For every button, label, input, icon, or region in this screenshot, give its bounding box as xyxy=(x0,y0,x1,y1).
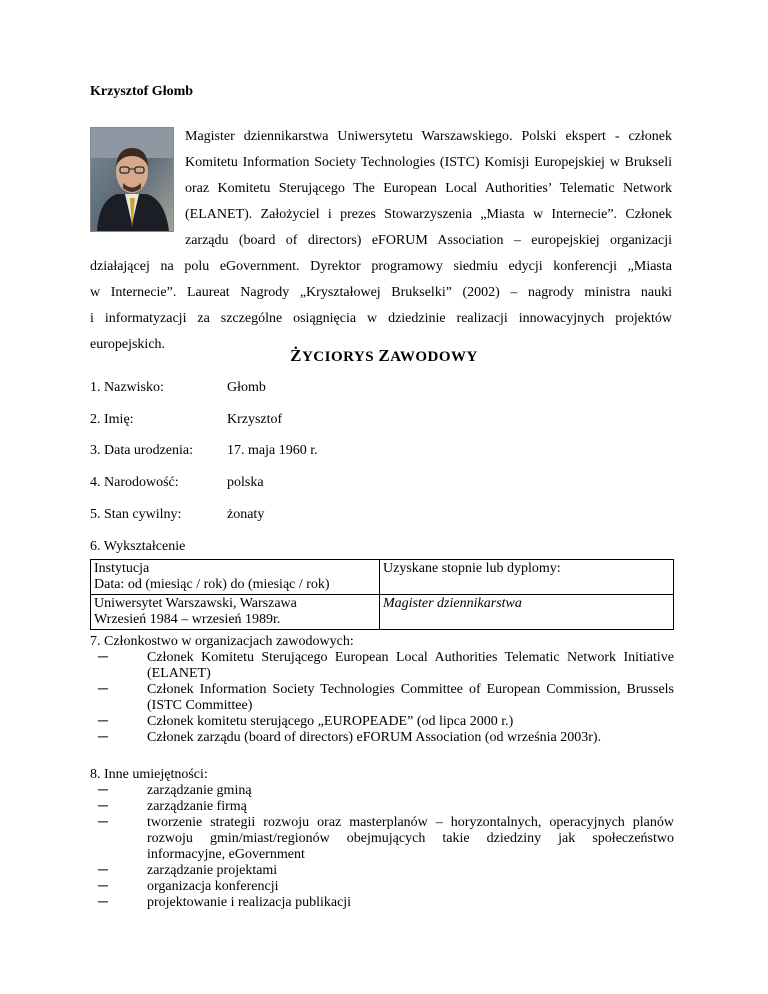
section-heading: ŻYCIORYS ZAWODOWY xyxy=(290,346,478,365)
dash-bullet-icon: ─ xyxy=(98,714,108,729)
bio-line: Magister dziennikarstwa Uniwersytetu Warszawskiego. Polski ekspert - członek xyxy=(185,129,672,144)
bio-line: działającej na polu eGovernment. Dyrektor programowy siedmiu edycji konferencji „Miasta xyxy=(90,259,672,274)
study-dates: Wrzesień 1984 – wrzesień 1989r. xyxy=(94,612,281,627)
memberships-section xyxy=(90,634,674,746)
education-title: 6. Wykształcenie xyxy=(90,539,186,554)
table-header-cell: Uzyskane stopnie lub dyplomy: xyxy=(380,560,674,595)
field-value: Głomb xyxy=(227,380,266,395)
memberships-title: 7. Członkostwo w organizacjach zawodowych: xyxy=(90,634,354,649)
skills-list xyxy=(90,783,674,911)
degree: Magister dziennikarstwa xyxy=(383,596,522,611)
bio-intro xyxy=(185,124,672,254)
field-label: 2. Imię: xyxy=(90,412,134,427)
list-item: ─ Członek Information Society Technologies Committee of European Commission, Brussels (ISTC Committee) xyxy=(98,682,674,713)
list-item: ─ zarządzanie projektami xyxy=(98,863,278,878)
header-dates: Data: od (miesiąc / rok) do (miesiąc / rok) xyxy=(94,577,330,592)
field-label: 1. Nazwisko: xyxy=(90,380,164,395)
field-value: 17. maja 1960 r. xyxy=(227,443,318,458)
list-item: ─ projektowanie i realizacja publikacji xyxy=(98,895,352,910)
table-header-cell xyxy=(91,560,380,595)
field-value: żonaty xyxy=(227,507,265,522)
dash-bullet-icon: ─ xyxy=(98,815,108,830)
bio-line: Komitetu Information Society Technologies (ISTC) Komisji Europejskiej w Brukseli xyxy=(185,155,672,170)
bio-line: europejskich. xyxy=(90,337,166,352)
bio-line: (ELANET). Założyciel i prezes Stowarzyszenia „Miasta w Internecie”. Członek xyxy=(185,207,672,222)
list-item: ─ Członek komitetu sterującego „EUROPEADE” (od lipca 2000 r.) xyxy=(98,714,514,729)
bio-line: i informatyzacji za szczególne osiągnięcia w dziedzinie realizacji innowacyjnych projektów xyxy=(90,311,672,326)
dash-bullet-icon: ─ xyxy=(98,730,108,745)
education-table xyxy=(90,559,674,630)
bio-line: w Internecie”. Laureat Nagrody „Kryształowej Brukselki” (2002) – nagrody ministra nauki xyxy=(90,285,672,300)
institution-name: Uniwersytet Warszawski, Warszawa xyxy=(94,596,297,611)
dash-bullet-icon: ─ xyxy=(98,863,108,878)
list-item: ─ tworzenie strategii rozwoju oraz masterplanów – horyzontalnych, operacyjnych planów rozwoju gmin/miast/regionów obejmujących takie dziedziny jak społeczeństwo informacyjne, eGovernment xyxy=(98,815,674,862)
portrait-image xyxy=(91,128,173,231)
field-value: Krzysztof xyxy=(227,412,283,427)
table-row xyxy=(91,560,674,595)
bio-line: oraz Komitetu Sterującego The European Local Authorities’ Telematic Network xyxy=(185,181,672,196)
dash-bullet-icon: ─ xyxy=(98,650,108,665)
field-label: 5. Stan cywilny: xyxy=(90,507,182,522)
list-item: ─ zarządzanie gminą xyxy=(98,783,252,798)
dash-bullet-icon: ─ xyxy=(98,895,108,910)
dash-bullet-icon: ─ xyxy=(98,879,108,894)
person-name: Krzysztof Głomb xyxy=(90,84,194,99)
table-cell xyxy=(91,595,380,630)
bio-line: zarządu (board of directors) eFORUM Association – europejskiej organizacji xyxy=(185,233,672,248)
skills-section xyxy=(90,767,674,911)
field-value: polska xyxy=(227,475,264,490)
dash-bullet-icon: ─ xyxy=(98,783,108,798)
list-item: ─ organizacja konferencji xyxy=(98,879,279,894)
bio-continuation xyxy=(90,254,672,358)
memberships-list xyxy=(90,650,674,746)
table-cell xyxy=(380,595,674,630)
list-item: ─ Członek zarządu (board of directors) eFORUM Association (od września 2003r). xyxy=(98,730,602,745)
dash-bullet-icon: ─ xyxy=(98,799,108,814)
table-row xyxy=(91,595,674,630)
skills-title: 8. Inne umiejętności: xyxy=(90,767,208,782)
dash-bullet-icon: ─ xyxy=(98,682,108,697)
header-institution: Instytucja xyxy=(94,561,150,576)
profile-photo xyxy=(90,127,174,232)
list-item: ─ Członek Komitetu Sterującego European Local Authorities Telematic Network Initiative (ELANET) xyxy=(98,650,674,681)
list-item: ─ zarządzanie firmą xyxy=(98,799,247,814)
field-label: 4. Narodowość: xyxy=(90,475,179,490)
field-label: 3. Data urodzenia: xyxy=(90,443,194,458)
